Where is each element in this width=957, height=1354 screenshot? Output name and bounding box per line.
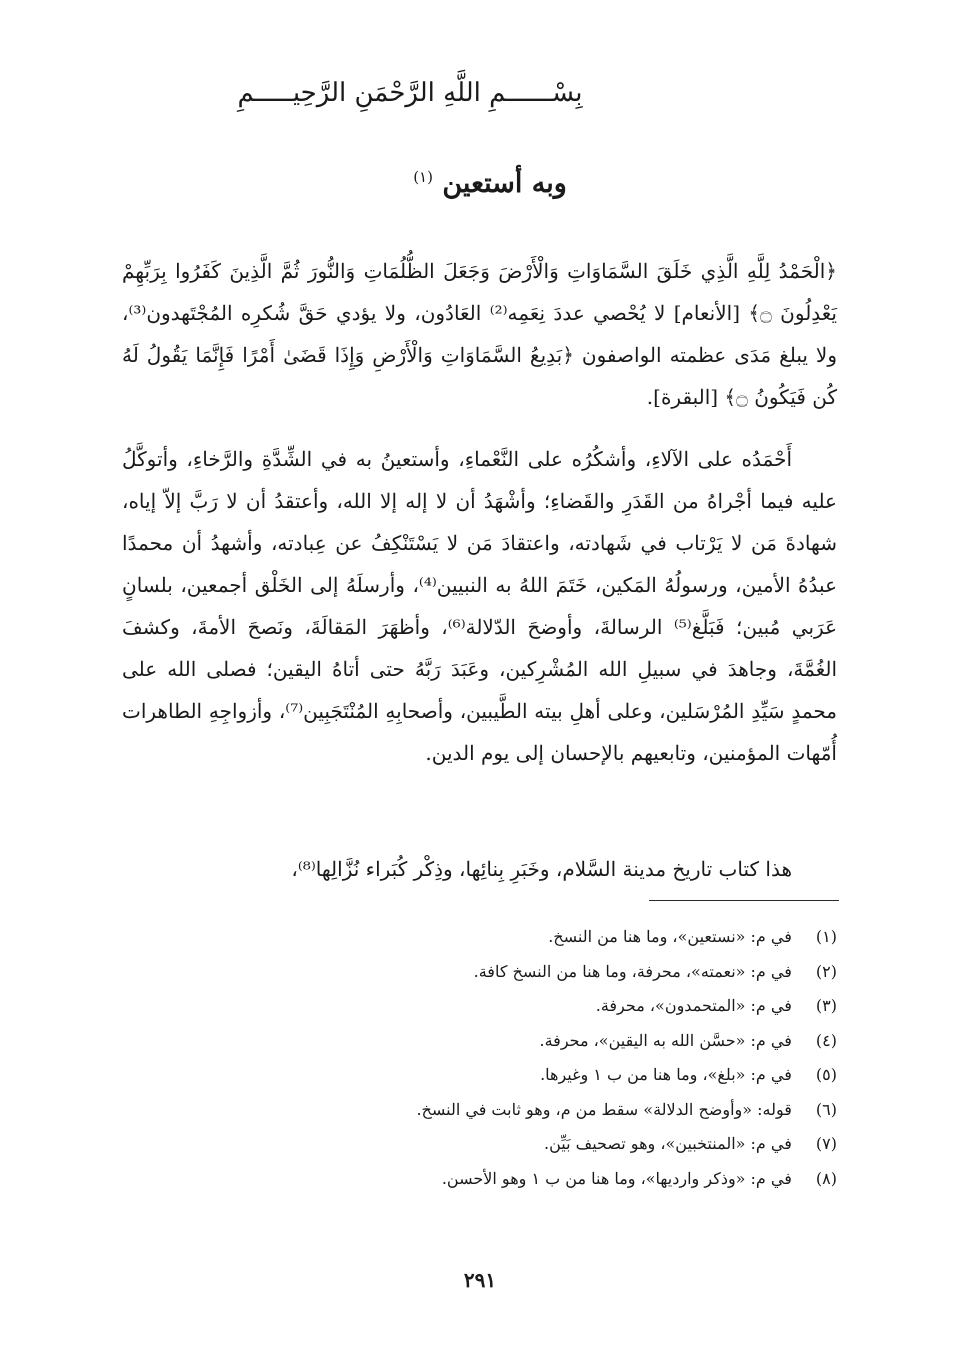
footnote-item: [122, 1093, 837, 1128]
footnote-number: (٥): [815, 1065, 837, 1084]
footnote-number: (٢): [815, 961, 837, 981]
footnote-text: قوله: «وأوضح الدلالة» سقط من م، وهو ثابت في النسخ.: [416, 1099, 792, 1119]
footnote-separator: [649, 900, 839, 901]
footnote-item: [122, 1162, 837, 1197]
paragraph-testimony: أَحْمَدُه على الآلاءِ، وأشكُرُه على النَّعْماءِ، وأستعينُ به في الشِّدَّةِ والرَّخاءِ، وأتوكَّلُ عليه فيما أجْراهُ من القَدَرِ والقَضاءِ؛ وأشْهَدُ أن لا إله إلا الله، وأعتقدُ أن لا رَبَّ إلاّ إياه، شهادةَ مَن لا يَرْتاب في شَهادته، واعتقادَ مَن لا يَسْتَنْكِفُ عن عِبادته، وأشهدُ أن محمدًا عبدُهُ الأمين، ورسولُهُ المَكين، خَتَمَ اللهُ به النبيين⁽⁴⁾، وأرسلَهُ إلى الخَلْق أجمعين، بلسانٍ عَرَبي مُبين؛ فَبَلَّغ⁽⁵⁾ الرسالةَ، وأوضحَ الدّلالة⁽⁶⁾، وأظهَرَ المَقالَةَ، ونَصحَ الأمةَ، وكشفَ الغُمَّةَ، وجاهدَ في سبيلِ الله المُشْرِكين، وعَبَدَ رَبَّهُ حتى أتاهُ اليقين؛ فصلى الله على محمدٍ سَيِّدِ المُرْسَلين، وعلى أهلِ بيته الطَّيبين، وأصحابِهِ المُنْتَجَبِين⁽⁷⁾، وأزواجِهِ الطاهرات أُمّهات المؤمنين، وتابعيهم بالإحسان إلى يوم الدين.: [122, 447, 838, 765]
footnote-item: [122, 989, 837, 1024]
basmala-header: بِسْــــــمِ اللَّهِ الرَّحْمَنِ الرَّحِيـــــمِ: [237, 78, 583, 108]
footnote-text: في م: «نستعين»، وما هنا من النسخ.: [548, 927, 792, 946]
footnotes-list: [122, 920, 837, 1196]
opening-heading: [300, 168, 680, 199]
paragraph-book-intro: هذا كتاب تاريخ مدينة السَّلام، وخَبَرِ بِنائِها، وذِكْر كُبَراء نُزَّالِها⁽⁸⁾،: [291, 857, 792, 881]
footnote-text: في م: «المنتخبين»، وهو تصحيف بَيِّن.: [544, 1134, 792, 1153]
footnote-number: (٦): [815, 1099, 837, 1119]
footnote-number: (١): [815, 927, 837, 946]
footnote-number: (٨): [815, 1168, 837, 1188]
footnote-number: (٤): [815, 1030, 837, 1050]
footnote-number: (٧): [815, 1134, 837, 1153]
footnote-text: في م: «نعمته»، محرفة، وما هنا من النسخ كافة.: [473, 961, 792, 981]
footnote-item: [122, 920, 837, 955]
heading-text: وبه أستعين: [442, 168, 567, 199]
footnote-item: [122, 1024, 837, 1059]
footnote-item: [122, 1127, 837, 1162]
footnote-text: في م: «وذكر وارديها»، وما هنا من ب ١ وهو الأحسن.: [441, 1168, 792, 1188]
footnote-text: في م: «بلغ»، وما هنا من ب ١ وغيرها.: [540, 1065, 792, 1084]
footnote-item: [122, 1058, 837, 1093]
footnote-item: [122, 955, 837, 990]
footnote-text: في م: «حسَّن الله به اليقين»، محرفة.: [539, 1030, 792, 1050]
footnote-number: (٣): [815, 996, 837, 1015]
heading-footnote-ref: (١): [413, 168, 433, 186]
page-number: ٢٩١: [463, 1268, 497, 1292]
footnote-text: في م: «المتحمدون»، محرفة.: [595, 996, 792, 1015]
paragraph-praise: ﴿الْحَمْدُ لِلَّهِ الَّذِي خَلَقَ السَّمَاوَاتِ وَالْأَرْضَ وَجَعَلَ الظُّلُمَاتِ وَالنُّورَ ثُمَّ الَّذِينَ كَفَرُوا بِرَبِّهِمْ يَعْدِلُونَ ۝﴾ [الأنعام] لا يُحْصي عددَ نِعَمِه⁽²⁾ العَادُون، ولا يؤدي حَقَّ شُكرِه المُجْتَهدون⁽³⁾، ولا يبلغ مَدَى عظمته الواصفون ﴿بَدِيعُ السَّمَاوَاتِ وَالْأَرْضِ وَإِذَا قَضَىٰ أَمْرًا فَإِنَّمَا يَقُولُ لَهُ كُن فَيَكُونُ ۝﴾ [البقرة].: [122, 259, 838, 409]
